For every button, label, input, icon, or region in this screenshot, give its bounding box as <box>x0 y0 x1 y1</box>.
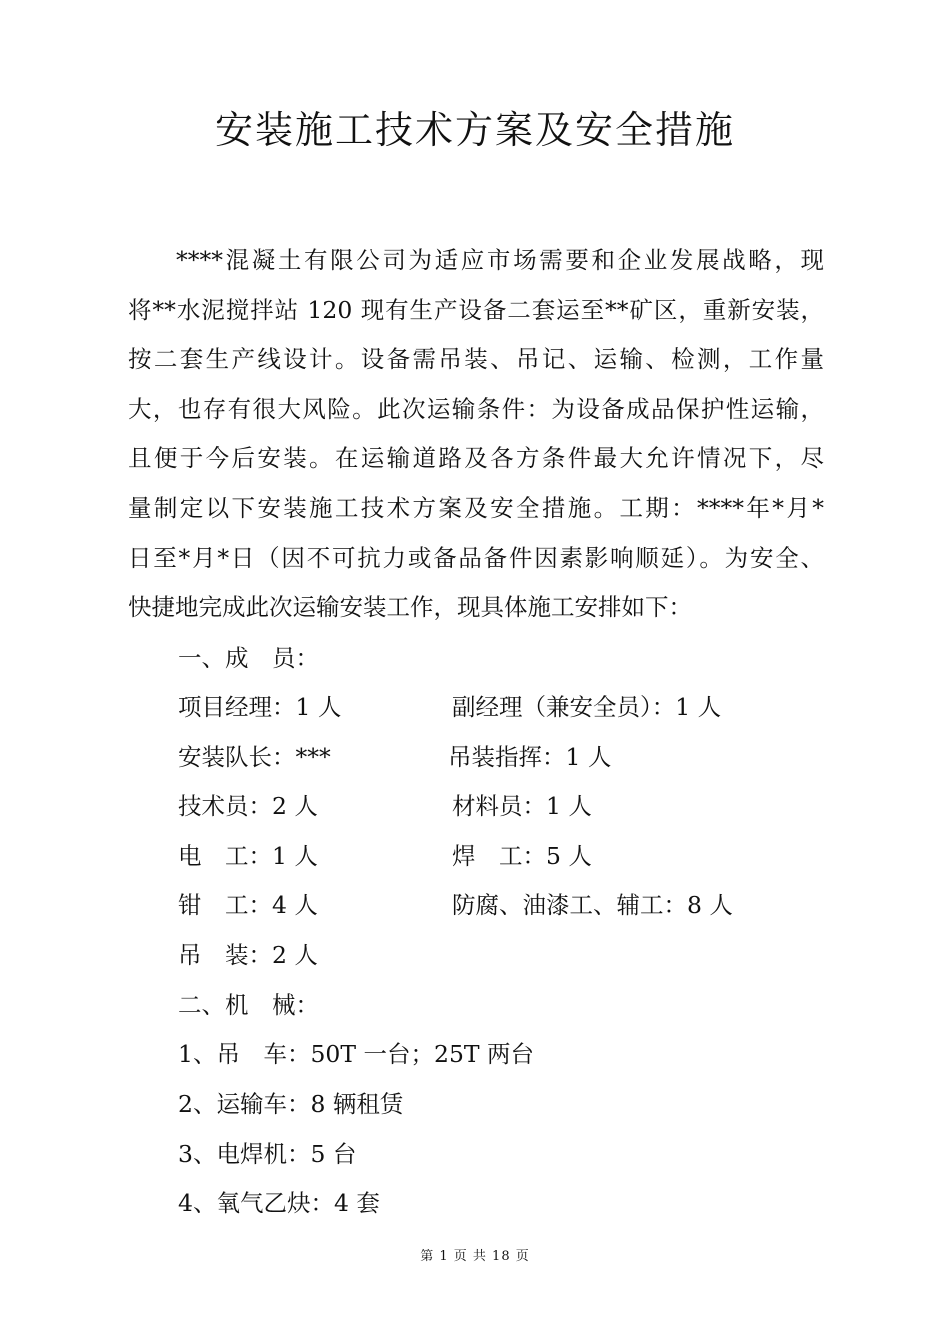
member-row <box>178 733 878 783</box>
section-heading-machinery: 二、机 械： <box>178 991 319 1019</box>
member-row <box>178 832 878 882</box>
intro-line: 按二套生产线设计。设备需吊装、吊记、运输、检测，工作量 <box>128 345 824 374</box>
intro-line: 将**水泥搅拌站 120 现有生产设备二套运至**矿区，重新安装， <box>128 295 824 324</box>
member-row <box>178 881 878 931</box>
member-left: 安装队长：*** <box>178 743 331 771</box>
member-right: 防腐、油漆工、辅工：8 人 <box>452 891 733 919</box>
machinery-item: 2、运输车：8 辆租赁 <box>178 1090 404 1118</box>
member-left: 电 工：1 人 <box>178 842 318 870</box>
member-row <box>178 782 878 832</box>
intro-paragraph <box>128 236 824 633</box>
page-footer: 第 1 页 共 18 页 <box>420 1249 530 1264</box>
member-left: 钳 工：4 人 <box>178 891 318 919</box>
member-right: 吊装指挥：1 人 <box>448 743 612 771</box>
member-row <box>178 931 878 981</box>
member-right: 材料员：1 人 <box>452 792 592 820</box>
intro-line: 快捷地完成此次运输安装工作，现具体施工安排如下： <box>128 593 692 622</box>
member-right: 焊 工：5 人 <box>452 842 592 870</box>
member-right: 副经理（兼安全员）：1 人 <box>452 693 722 721</box>
machinery-item: 4、氧气乙炔：4 套 <box>178 1189 380 1217</box>
intro-line: 大，也存有很大风险。此次运输条件：为设备成品保护性运输， <box>128 394 824 423</box>
machinery-item: 3、电焊机：5 台 <box>178 1140 357 1168</box>
intro-line: 日至*月*日（因不可抗力或备品备件因素影响顺延）。为安全、 <box>128 543 824 572</box>
member-row <box>178 683 878 733</box>
section-heading-members: 一、成 员： <box>178 644 319 672</box>
intro-line: 且便于今后安装。在运输道路及各方条件最大允许情况下，尽 <box>128 444 824 473</box>
machinery-item: 1、吊 车：50T 一台；25T 两台 <box>178 1040 535 1068</box>
member-left: 技术员：2 人 <box>178 792 318 820</box>
intro-line: 量制定以下安装施工技术方案及安全措施。工期：****年*月* <box>128 493 824 522</box>
document-title: 安装施工技术方案及安全措施 <box>214 108 735 152</box>
intro-line: ****混凝土有限公司为适应市场需要和企业发展战略，现 <box>176 246 824 274</box>
member-left: 吊 装：2 人 <box>178 941 318 969</box>
member-left: 项目经理：1 人 <box>178 693 342 721</box>
